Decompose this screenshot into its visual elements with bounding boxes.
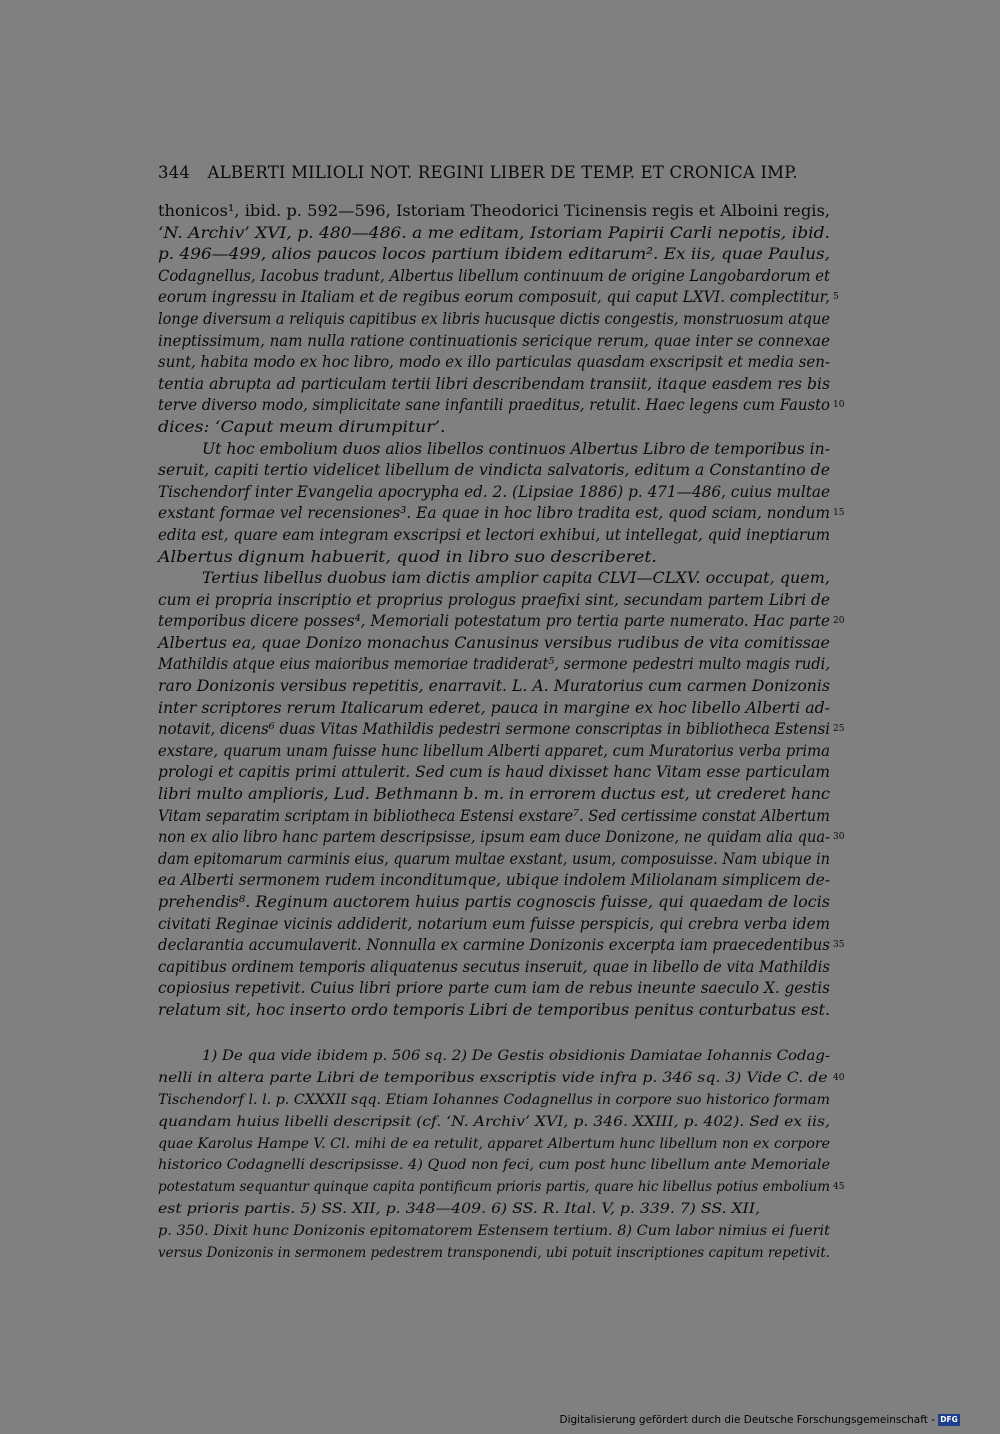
line-text: Albertus dignum habuerit, quod in libro suo describeret.	[158, 547, 657, 566]
footnote-line	[158, 1155, 830, 1177]
footnote-line	[158, 1134, 830, 1156]
line-text: seruit, capiti tertio videlicet libellum de vindicta salvatoris, editum a Constantino de	[158, 461, 830, 480]
line-number: 15	[833, 508, 845, 519]
text-line	[158, 935, 845, 957]
footnote-line	[158, 1112, 830, 1134]
text-line	[158, 460, 830, 482]
line-text: Vitam separatim scriptam in bibliotheca Estensi exstare⁷. Sed certissime constat Albertum	[158, 806, 830, 825]
text-line	[158, 568, 830, 590]
line-text: Tischendorf inter Evangelia apocrypha ed. 2. (Lipsiae 1886) p. 471—486, cuius multae	[158, 482, 830, 501]
line-text: raro Donizonis versibus repetitis, enarravit. L. A. Muratorius cum carmen Donizonis	[158, 677, 830, 696]
text-line	[158, 331, 830, 353]
text-line	[158, 698, 830, 720]
dfg-logo: DFG	[938, 1414, 960, 1426]
note-text: historico Codagnelli descripsisse. 4) Quod non feci, cum post hunc libellum ante Memoriale	[158, 1157, 830, 1174]
text-line	[158, 503, 845, 525]
text-line	[158, 806, 830, 828]
text-line	[158, 244, 830, 266]
text-line	[158, 978, 830, 1000]
text-line	[158, 1000, 830, 1022]
line-number: 25	[833, 724, 845, 735]
line-text: exstare, quarum unam fuisse hunc libellum Alberti apparet, cum Muratorius verba prima	[158, 741, 830, 760]
line-text: libri multo amplioris, Lud. Bethmann b. m. in errorem ductus est, ut crederet hanc	[158, 785, 830, 804]
line-text: ea Alberti sermonem rudem inconditumque, ubique indolem Miliolanam simplicem de-	[158, 871, 830, 890]
note-text: versus Donizonis in sermonem pedestrem transponendi, ubi potuit inscriptiones capitum repetivit.	[158, 1245, 830, 1262]
line-text: copiosius repetivit. Cuius libri priore parte cum iam de rebus ineunte saeculo X. gestis	[158, 979, 830, 998]
text-line	[158, 439, 830, 461]
text-line	[158, 309, 830, 331]
line-text: tentia abrupta ad particulam tertii libri describendam transiit, itaque easdem res bis	[158, 374, 830, 393]
line-text: dam epitomarum carminis eius, quarum multae exstant, usum, composuisse. Nam ubique in	[158, 849, 830, 868]
text-line	[158, 352, 830, 374]
text-line	[158, 223, 830, 245]
line-text: longe diversum a reliquis capitibus ex libris hucusque dictis congestis, monstruosum atque	[158, 309, 830, 328]
running-head	[158, 163, 838, 182]
line-text: ‘N. Archiv’ XVI, p. 480—486. a me editam, Istoriam Papirii Carli nepotis, ibid.	[158, 223, 830, 242]
line-text: Codagnellus, Iacobus tradunt, Albertus libellum continuum de origine Langobardorum et	[158, 266, 830, 285]
credit-text: Digitalisierung gefördert durch die Deutsche Forschungsgemeinschaft -	[559, 1414, 935, 1426]
line-number: 20	[833, 616, 845, 627]
line-number: 45	[833, 1182, 845, 1193]
line-text: terve diverso modo, simplicitate sane infantili praeditus, retulit. Haec legens cum Fausto	[158, 396, 830, 415]
line-number: 30	[833, 832, 845, 843]
line-text: exstant formae vel recensiones³. Ea quae in hoc libro tradita est, quod sciam, nondum	[158, 504, 830, 523]
line-text: relatum sit, hoc inserto ordo temporis Libri de temporibus penitus conturbatus est.	[158, 1000, 831, 1019]
note-text: est prioris partis. 5) SS. XII, p. 348—409. 6) SS. R. Ital. V, p. 339. 7) SS. XII,	[158, 1201, 761, 1218]
text-line	[158, 827, 845, 849]
line-text: prehendis⁸. Reginum auctorem huius partis cognoscis fuisse, qui quaedam de locis	[158, 893, 830, 911]
line-text: thonicos¹, ibid. p. 592—596, Istoriam Theodorici Ticinensis regis et Alboini regis,	[158, 202, 830, 220]
footnote-line	[158, 1243, 830, 1265]
text-line	[158, 287, 839, 309]
text-line	[158, 654, 830, 676]
line-text: inter scriptores rerum Italicarum ederet, pauca in margine ex hoc libello Alberti ad-	[158, 698, 830, 717]
line-text: capitibus ordinem temporis aliquatenus secutus inseruit, quae in libello de vita Mathildis	[158, 957, 830, 976]
line-text: ineptissimum, nam nulla ratione continuationis sericique rerum, quae inter se connexae	[158, 331, 830, 350]
line-text: Mathildis atque eius maioribus memoriae tradiderat⁵, sermone pedestri multo magis rudi,	[158, 655, 830, 674]
line-text: sunt, habita modo ex hoc libro, modo ex illo particulas quasdam exscripsit et media sen-	[158, 353, 830, 372]
line-text: dices: ‘Caput meum dirumpitur’.	[158, 417, 446, 436]
line-number: 35	[833, 940, 845, 951]
note-text: quae Karolus Hampe V. Cl. mihi de ea retulit, apparet Albertum hunc libellum non ex corpore	[158, 1135, 830, 1152]
footnote-line	[158, 1090, 830, 1112]
note-text: nelli in altera parte Libri de temporibus exscriptis vide infra p. 346 sq. 3) Vide C. de	[158, 1069, 828, 1086]
line-text: p. 496—499, alios paucos locos partium ibidem editarum². Ex iis, quae Paulus,	[158, 245, 830, 264]
text-line	[158, 201, 830, 223]
line-text: edita est, quare eam integram exscripsi et lectori exhibui, ut intellegat, quid ineptiarum	[158, 525, 830, 544]
line-text: prologi et capitis primi attulerit. Sed cum is haud dixisset hanc Vitam esse particulam	[158, 763, 830, 782]
line-text: civitati Reginae vicinis addiderit, notarium eum fuisse perspicis, qui crebra verba idem	[158, 914, 830, 933]
footnote-line	[158, 1221, 830, 1243]
digitization-credit	[559, 1414, 960, 1426]
text-line	[158, 417, 830, 439]
line-text: notavit, dicens⁶ duas Vitas Mathildis pedestri sermone conscriptas in bibliotheca Estensi	[158, 720, 830, 739]
line-text: Albertus ea, quae Donizo monachus Canusinus versibus rudibus de vita comitissae	[158, 633, 830, 652]
line-number: 40	[833, 1072, 845, 1083]
note-text: p. 350. Dixit hunc Donizonis epitomatorem Estensem tertium. 8) Cum labor nimius ei fuerit	[158, 1223, 830, 1240]
footnote-line	[158, 1177, 845, 1199]
line-text: temporibus dicere posses⁴, Memoriali potestatum pro tertia parte numerato. Hac parte	[158, 612, 830, 631]
footnote-line	[158, 1068, 845, 1090]
text-line	[158, 525, 830, 547]
body-text	[158, 201, 845, 1022]
line-text: cum ei propria inscriptio et proprius prologus praefixi sint, secundam partem Libri de	[158, 590, 830, 609]
page-number: 344	[158, 163, 191, 182]
text-line	[158, 676, 830, 698]
text-line	[158, 741, 830, 763]
line-text: Tertius libellus duobus iam dictis amplior capita CLVI—CLXV. occupat, quem,	[202, 569, 830, 588]
text-line	[158, 957, 830, 979]
line-number: 5	[833, 292, 839, 303]
text-line	[158, 590, 830, 612]
line-text: eorum ingressu in Italiam et de regibus eorum composuit, qui caput LXVI. complectitur,	[158, 288, 830, 307]
footnote-line	[158, 1199, 830, 1221]
footnotes	[158, 1046, 845, 1265]
text-line	[158, 547, 830, 569]
note-text: quandam huius libelli descripsit (cf. ‘N. Archiv’ XVI, p. 346. XXIII, p. 402). Sed ex iis,	[158, 1113, 830, 1130]
line-text: Ut hoc embolium duos alios libellos continuos Albertus Libro de temporibus in-	[202, 439, 830, 458]
text-line	[158, 719, 845, 741]
text-line	[158, 762, 830, 784]
text-line	[158, 784, 830, 806]
running-title: ALBERTI MILIOLI NOT. REGINI LIBER DE TEMP. ET CRONICA IMP.	[207, 163, 798, 182]
line-text: non ex alio libro hanc partem descripsisse, ipsum eam duce Donizone, ne quidam alia qua-	[158, 828, 830, 847]
note-text: potestatum sequantur quinque capita pontificum prioris partis, quare hic libellus potius embolium	[158, 1179, 830, 1196]
text-line	[158, 374, 830, 396]
text-line	[158, 892, 830, 914]
line-text: declarantia accumulaverit. Nonnulla ex carmine Donizonis excerpta iam praecedentibus	[158, 936, 830, 955]
text-line	[158, 870, 830, 892]
note-text: Tischendorf l. l. p. CXXXII sqq. Etiam Iohannes Codagnellus in corpore suo historico formam	[158, 1091, 830, 1108]
line-number: 10	[833, 400, 845, 411]
text-line	[158, 914, 830, 936]
text-line	[158, 611, 845, 633]
text-line	[158, 633, 830, 655]
footnote-line	[158, 1046, 830, 1068]
text-line	[158, 849, 830, 871]
text-line	[158, 482, 830, 504]
note-text: 1) De qua vide ibidem p. 506 sq. 2) De Gestis obsidionis Damiatae Iohannis Codag-	[202, 1048, 830, 1064]
text-line	[158, 266, 830, 288]
text-line	[158, 395, 845, 417]
